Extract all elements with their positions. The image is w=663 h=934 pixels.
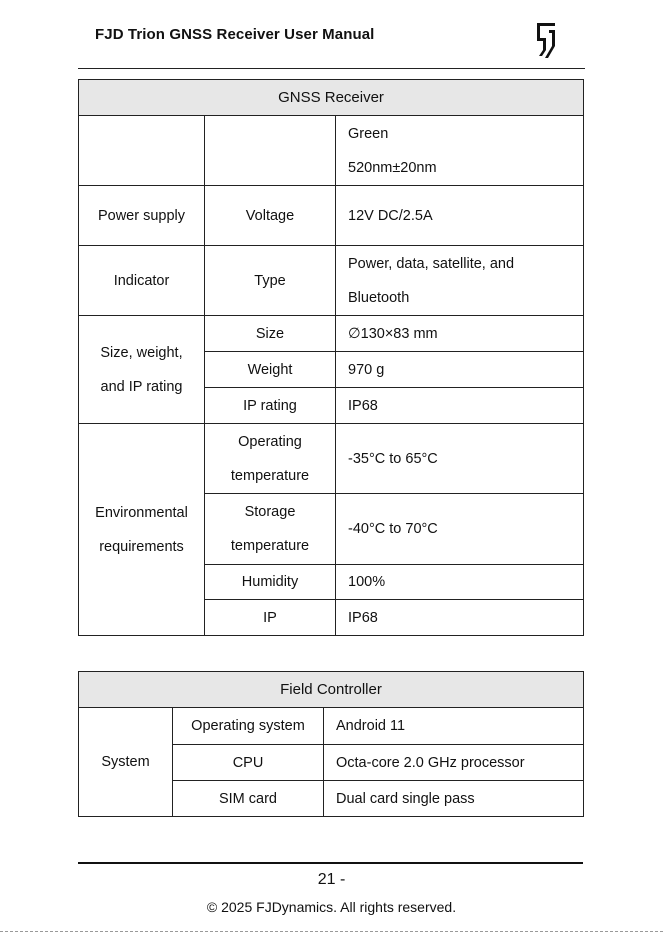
light-spec-cell xyxy=(336,116,584,186)
value-cell: -35°C to 65°C xyxy=(336,424,584,494)
footer-divider xyxy=(78,862,583,864)
item-cell: Operating system xyxy=(173,708,324,745)
item-cell: CPU xyxy=(173,745,324,781)
item-cell xyxy=(205,494,336,565)
item-cell: Voltage xyxy=(205,186,336,246)
copyright-notice: © 2025 FJDynamics. All rights reserved. xyxy=(206,899,457,915)
table-cell-empty xyxy=(79,116,205,186)
category-line: requirements xyxy=(99,538,184,555)
value-cell: 100% xyxy=(336,565,584,600)
light-color-value: Green xyxy=(348,125,389,142)
item-line: Operating xyxy=(238,433,302,450)
item-cell: Size xyxy=(205,316,336,352)
item-cell: Type xyxy=(205,246,336,316)
item-cell: Humidity xyxy=(205,565,336,600)
category-line: Environmental xyxy=(95,504,188,521)
category-cell xyxy=(79,316,205,424)
field-controller-spec-table xyxy=(78,671,584,817)
category-cell: System xyxy=(79,708,173,817)
value-cell: IP68 xyxy=(336,388,584,424)
document-header-title: FJD Trion GNSS Receiver User Manual xyxy=(95,26,375,43)
value-line: Bluetooth xyxy=(348,289,410,306)
category-cell: Indicator xyxy=(79,246,205,316)
value-cell: 970 g xyxy=(336,352,584,388)
category-line: and IP rating xyxy=(100,378,183,395)
value-cell: -40°C to 70°C xyxy=(336,494,584,565)
gnss-receiver-spec-table xyxy=(78,79,584,636)
fjd-logo-icon xyxy=(533,20,559,60)
category-line: Size, weight, xyxy=(100,344,183,361)
item-line: Storage xyxy=(244,504,296,520)
item-cell: IP rating xyxy=(205,388,336,424)
value-cell xyxy=(336,246,584,316)
item-line: temperature xyxy=(230,538,310,554)
value-cell: Android 11 xyxy=(324,708,584,745)
light-wavelength-value: 520nm±20nm xyxy=(348,159,437,176)
category-cell xyxy=(79,424,205,636)
value-cell: 12V DC/2.5A xyxy=(336,186,584,246)
item-cell xyxy=(205,424,336,494)
category-cell: Power supply xyxy=(79,186,205,246)
page-edge-divider xyxy=(0,931,663,932)
item-line: temperature xyxy=(230,467,310,484)
value-line: Power, data, satellite, and xyxy=(348,255,515,272)
value-cell: Octa-core 2.0 GHz processor xyxy=(324,745,584,781)
item-cell: SIM card xyxy=(173,781,324,817)
value-cell: IP68 xyxy=(336,600,584,636)
item-cell: Weight xyxy=(205,352,336,388)
item-cell: IP xyxy=(205,600,336,636)
value-cell: Dual card single pass xyxy=(324,781,584,817)
header-divider xyxy=(78,68,585,69)
table-title: GNSS Receiver xyxy=(79,80,584,116)
table-title: Field Controller xyxy=(79,672,584,708)
table-cell-empty xyxy=(205,116,336,186)
page-number: 21 - xyxy=(317,871,346,888)
value-cell: ∅130×83 mm xyxy=(336,316,584,352)
